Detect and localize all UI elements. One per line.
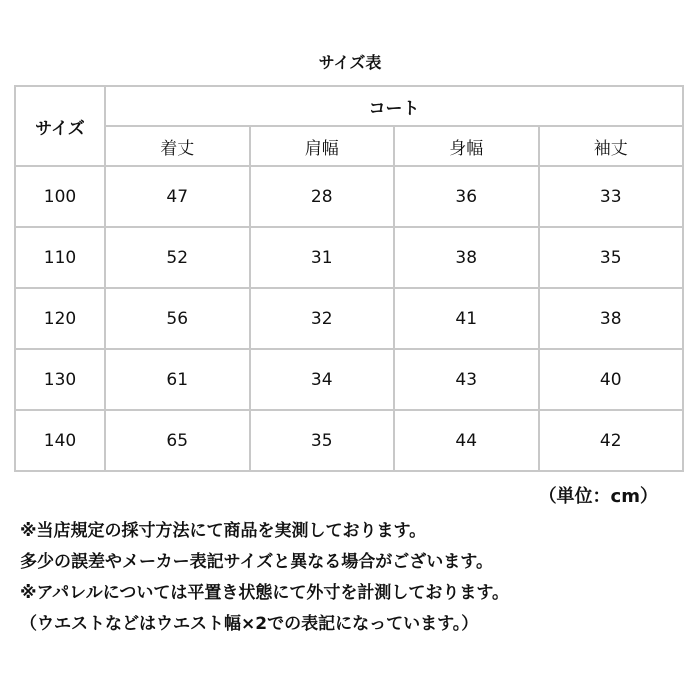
column-header-width: 身幅 (394, 126, 539, 166)
table-cell: 34 (250, 349, 395, 410)
page-title: サイズ表 (318, 53, 382, 72)
table-subheader-row (15, 126, 683, 166)
table-cell: 61 (105, 349, 250, 410)
table-row (15, 349, 683, 410)
table-cell: 31 (250, 227, 395, 288)
table-row (15, 410, 683, 471)
column-header-sleeve: 袖丈 (539, 126, 684, 166)
note-line: ※アパレルについては平置き状態にて外寸を計測しております。 (20, 583, 510, 603)
table-cell: 43 (394, 349, 539, 410)
table-cell: 38 (539, 288, 684, 349)
table-cell: 28 (250, 166, 395, 227)
note-line: 多少の誤差やメーカー表記サイズと異なる場合がございます。 (20, 552, 493, 572)
table-cell: 35 (250, 410, 395, 471)
group-header-coat: コート (105, 86, 683, 126)
table-cell: 47 (105, 166, 250, 227)
column-header-shoulder: 肩幅 (250, 126, 395, 166)
table-cell: 36 (394, 166, 539, 227)
size-table (14, 85, 684, 472)
size-column-header: サイズ (15, 86, 105, 166)
table-cell: 65 (105, 410, 250, 471)
table-row (15, 288, 683, 349)
unit-label: （単位：cm） (538, 486, 658, 507)
notes (20, 516, 690, 640)
size-cell: 110 (15, 227, 105, 288)
table-cell: 35 (539, 227, 684, 288)
note-line: （ウエストなどはウエスト幅×2での表記になっています。） (20, 614, 479, 634)
table-cell: 52 (105, 227, 250, 288)
note-line: ※当店規定の採寸方法にて商品を実測しております。 (20, 521, 427, 541)
size-cell: 100 (15, 166, 105, 227)
table-header-row (15, 86, 683, 126)
size-cell: 120 (15, 288, 105, 349)
table-cell: 40 (539, 349, 684, 410)
table-cell: 41 (394, 288, 539, 349)
column-header-length: 着丈 (105, 126, 250, 166)
size-cell: 130 (15, 349, 105, 410)
table-cell: 44 (394, 410, 539, 471)
table-cell: 33 (539, 166, 684, 227)
table-row (15, 227, 683, 288)
table-row (15, 166, 683, 227)
table-cell: 42 (539, 410, 684, 471)
table-cell: 32 (250, 288, 395, 349)
table-cell: 56 (105, 288, 250, 349)
table-cell: 38 (394, 227, 539, 288)
size-cell: 140 (15, 410, 105, 471)
